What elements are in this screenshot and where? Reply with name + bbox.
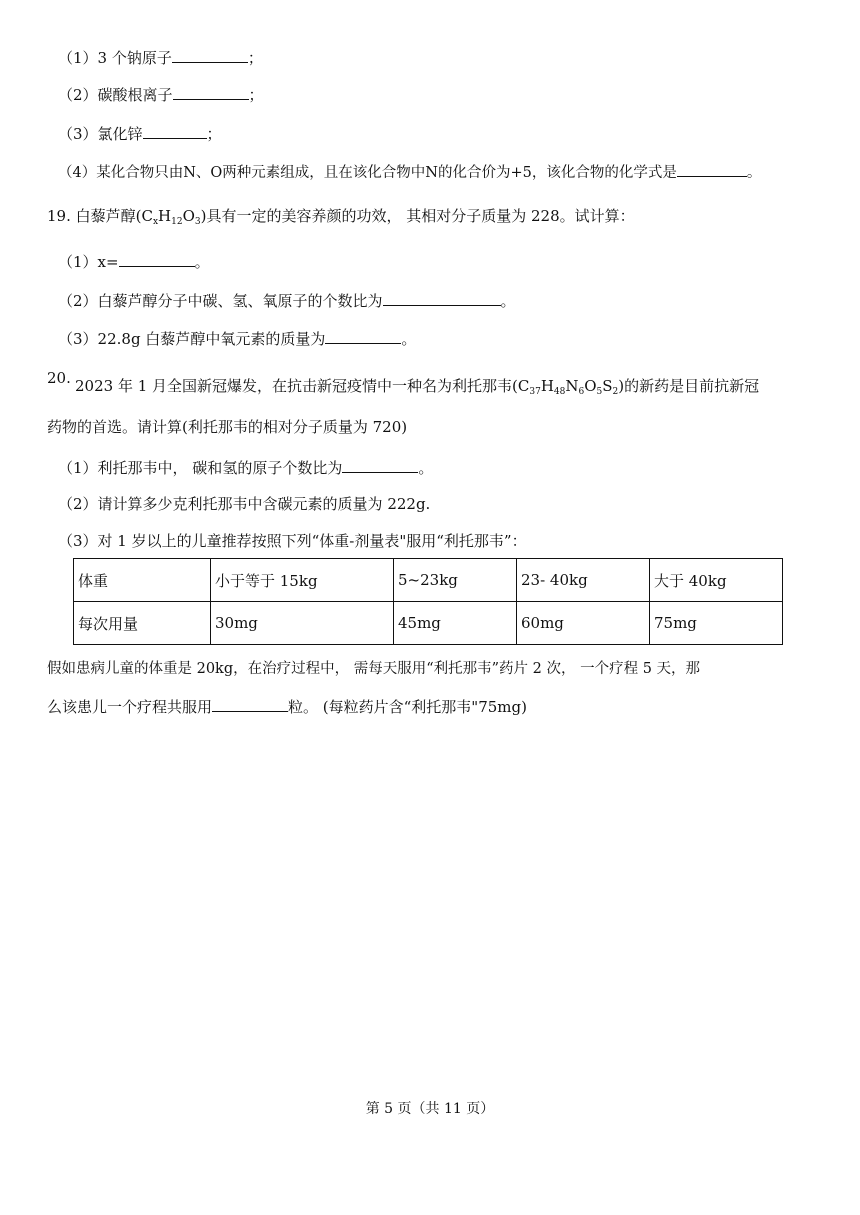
q20-part1 — [58, 456, 433, 478]
q20-part4-line1: 假如患病儿童的体重是 20kg，在治疗过程中， 需每天服用“利托那韦”药片 2 次， 一个疗程 5 天，那 — [47, 661, 701, 677]
table-cell: 每次用量 — [74, 602, 211, 645]
table-cell: 大于 40kg — [650, 559, 783, 602]
answer-blank[interactable] — [173, 83, 249, 100]
q19-stem-text: 19. 白藜芦醇(C — [47, 207, 153, 225]
q18-part3-text: （3）氯化锌 — [58, 125, 143, 143]
q19-part3 — [58, 327, 416, 349]
q18-part1 — [58, 46, 263, 68]
formula-element: O — [182, 207, 195, 225]
subscript: 3 — [194, 217, 201, 227]
q18-part1-text: （1）3 个钠原子 — [58, 49, 172, 67]
subscript: 12 — [171, 217, 183, 227]
table-cell: 体重 — [74, 559, 211, 602]
punct: 。 — [401, 330, 417, 348]
table-cell: 5~23kg — [394, 559, 517, 602]
punct: ； — [248, 86, 264, 104]
table-cell: 75mg — [650, 602, 783, 645]
q20-part2: （2）请计算多少克利托那韦中含碳元素的质量为 222g. — [58, 495, 431, 513]
page-footer: 第 5 页（共 11 页） — [365, 1101, 495, 1117]
q18-part4-text: （4）某化合物只由N、O两种元素组成，且在该化合物中N的化合价为+5，该化合物的化学式是 — [58, 165, 677, 181]
q18-part4 — [58, 160, 761, 183]
table-cell: 23- 40kg — [517, 559, 650, 602]
answer-blank[interactable] — [342, 456, 418, 473]
answer-blank[interactable] — [143, 122, 207, 139]
formula-element: S — [602, 377, 613, 395]
q20-part4-text: 么该患儿一个疗程共服用 — [47, 698, 213, 716]
answer-blank[interactable] — [119, 250, 195, 267]
q19-part2 — [58, 289, 516, 311]
q18-part2 — [58, 83, 264, 105]
q18-part3 — [58, 122, 222, 144]
q18-part2-text: （2）碳酸根离子 — [58, 86, 173, 104]
table-cell: 小于等于 15kg — [211, 559, 394, 602]
q20-stem-line1 — [75, 376, 759, 402]
answer-blank[interactable] — [677, 160, 747, 177]
punct: 。 — [194, 253, 210, 271]
q20-part4-line2 — [47, 695, 527, 717]
q20-stem-text: 2023 年 1 月全国新冠爆发，在抗击新冠疫情中一种名为利托那韦(C — [75, 377, 530, 395]
formula-element: H — [158, 207, 172, 225]
answer-blank[interactable] — [383, 289, 501, 306]
answer-blank[interactable] — [212, 695, 288, 712]
q19-part3-text: （3）22.8g 白藜芦醇中氧元素的质量为 — [58, 330, 326, 348]
q19-part1 — [58, 250, 210, 272]
subscript: 48 — [553, 387, 566, 397]
answer-blank[interactable] — [172, 46, 248, 63]
punct: 。 — [500, 292, 516, 310]
table-row — [74, 602, 783, 645]
punct: 。 — [418, 459, 434, 477]
dose-table — [73, 558, 783, 645]
table-cell: 30mg — [211, 602, 394, 645]
punct: 。 — [746, 165, 762, 181]
q20-part3: （3）对 1 岁以上的儿童推荐按照下列“体重-剂量表"服用“利托那韦”： — [58, 532, 527, 550]
punct: ； — [247, 49, 263, 67]
formula-element: N — [565, 377, 579, 395]
q19-stem-text: )具有一定的美容养颜的功效， 其相对分子质量为 228。试计算： — [200, 207, 635, 225]
q20-stem-text: )的新药是目前抗新冠 — [618, 377, 760, 395]
formula-element: H — [540, 377, 554, 395]
table-cell: 60mg — [517, 602, 650, 645]
subscript: x — [152, 217, 159, 227]
q19-part2-text: （2）白藜芦醇分子中碳、氢、氧原子的个数比为 — [58, 292, 383, 310]
q20-number: 20. — [47, 369, 71, 387]
q20-part1-text: （1）利托那韦中， 碳和氢的原子个数比为 — [58, 459, 343, 477]
formula-element: O — [584, 377, 597, 395]
q20-part4-text: 粒。 (每粒药片含“利托那韦"75mg) — [288, 698, 527, 716]
table-cell: 45mg — [394, 602, 517, 645]
subscript: 2 — [612, 387, 619, 397]
subscript: 6 — [578, 387, 585, 397]
table-row — [74, 559, 783, 602]
subscript: 37 — [529, 387, 541, 397]
q19-part1-text: （1）x= — [58, 253, 119, 271]
subscript: 5 — [596, 387, 603, 397]
q19-stem — [47, 206, 635, 232]
q20-stem-line2: 药物的首选。请计算(利托那韦的相对分子质量为 720) — [47, 418, 408, 436]
answer-blank[interactable] — [325, 327, 401, 344]
punct: ； — [206, 125, 222, 143]
